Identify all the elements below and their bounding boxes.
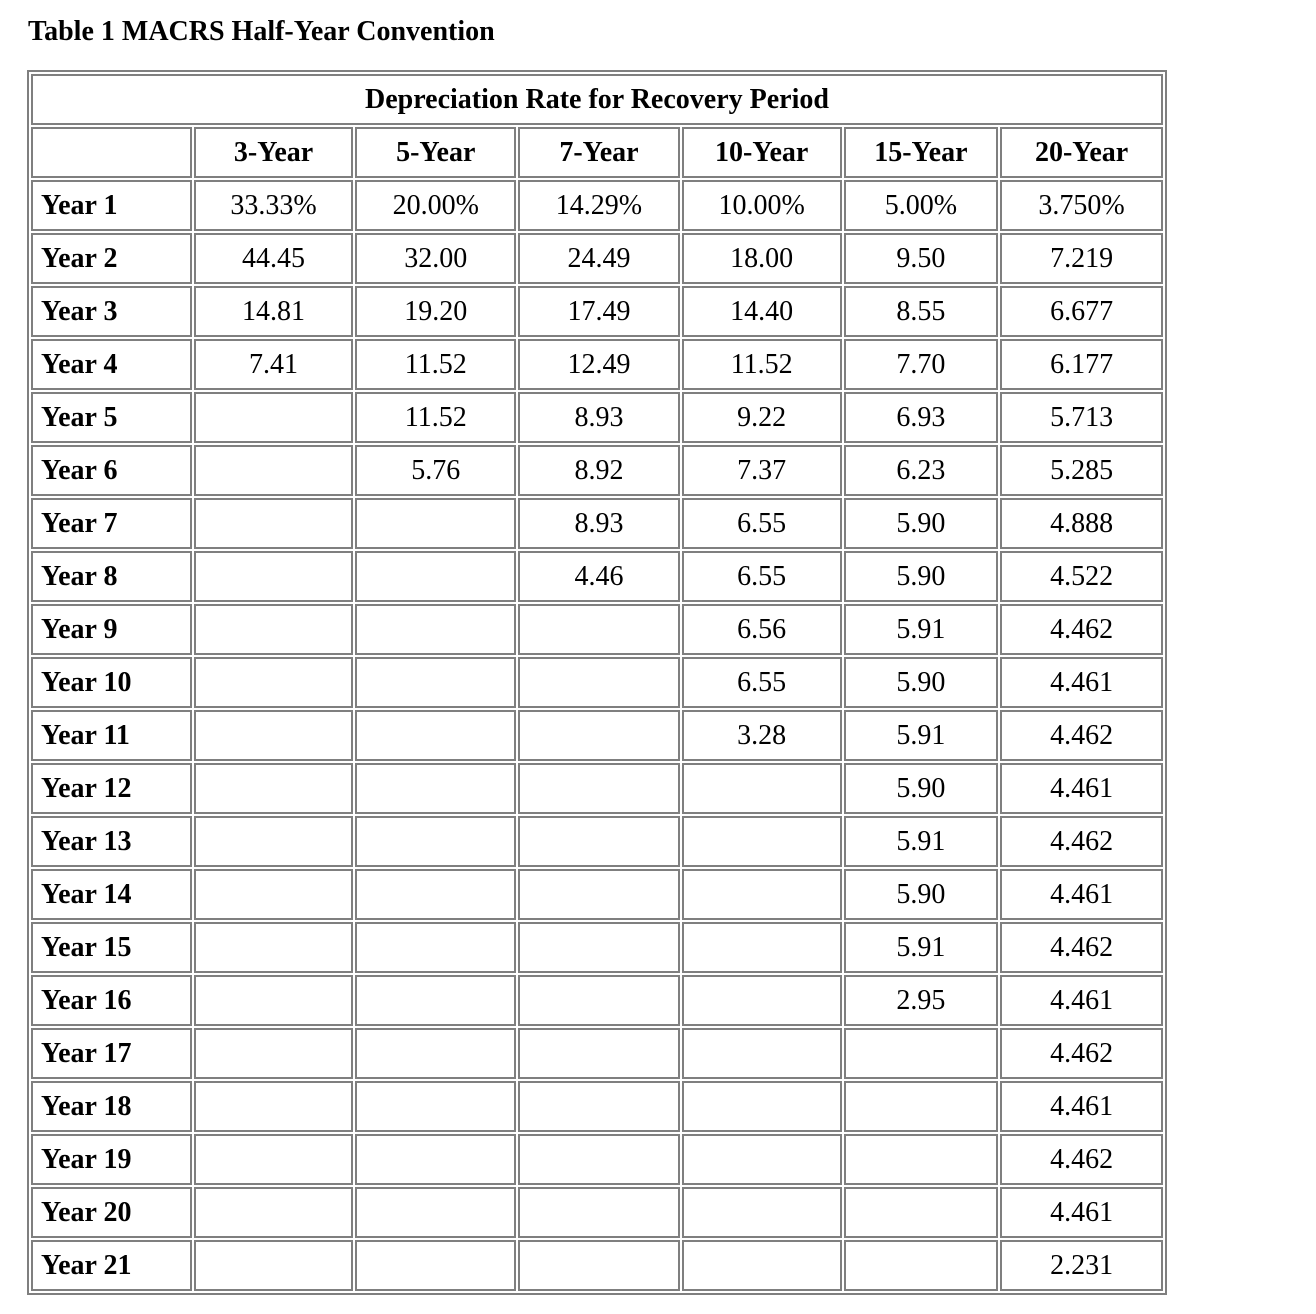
group-header: Depreciation Rate for Recovery Period (31, 74, 1163, 125)
rate-cell: 32.00 (355, 233, 516, 284)
rate-cell: 5.90 (844, 498, 999, 549)
rate-cell (518, 1240, 680, 1291)
rate-cell: 14.40 (682, 286, 842, 337)
rate-cell (682, 1081, 842, 1132)
rate-cell: 7.219 (1000, 233, 1163, 284)
table-row (31, 604, 1163, 655)
column-header-15-year: 15-Year (844, 127, 999, 178)
rate-cell (194, 498, 354, 549)
rate-cell: 5.76 (355, 445, 516, 496)
table-row (31, 657, 1163, 708)
row-label: Year 11 (31, 710, 192, 761)
rate-cell (355, 498, 516, 549)
rate-cell: 8.92 (518, 445, 680, 496)
rate-cell: 4.462 (1000, 816, 1163, 867)
rate-cell: 14.29% (518, 180, 680, 231)
rate-cell: 7.37 (682, 445, 842, 496)
table-row (31, 551, 1163, 602)
rate-cell (518, 869, 680, 920)
row-label: Year 8 (31, 551, 192, 602)
rate-cell: 4.462 (1000, 604, 1163, 655)
rate-cell (518, 604, 680, 655)
rate-cell (355, 922, 516, 973)
row-label: Year 14 (31, 869, 192, 920)
rate-cell (355, 1028, 516, 1079)
rate-cell: 5.91 (844, 816, 999, 867)
rate-cell: 6.56 (682, 604, 842, 655)
rate-cell (682, 869, 842, 920)
rate-cell: 5.90 (844, 869, 999, 920)
rate-cell: 4.461 (1000, 1081, 1163, 1132)
rate-cell: 6.677 (1000, 286, 1163, 337)
row-label: Year 5 (31, 392, 192, 443)
rate-cell (682, 763, 842, 814)
rate-cell (194, 604, 354, 655)
rate-cell (844, 1028, 999, 1079)
table-row (31, 922, 1163, 973)
rate-cell (518, 816, 680, 867)
rate-cell: 2.95 (844, 975, 999, 1026)
rate-cell: 12.49 (518, 339, 680, 390)
rate-cell: 17.49 (518, 286, 680, 337)
table-row (31, 180, 1163, 231)
rate-cell: 8.93 (518, 392, 680, 443)
rate-cell: 3.750% (1000, 180, 1163, 231)
rate-cell (355, 710, 516, 761)
table-caption: Table 1 MACRS Half-Year Convention (28, 16, 495, 47)
table-row (31, 233, 1163, 284)
rate-cell: 4.46 (518, 551, 680, 602)
row-label: Year 2 (31, 233, 192, 284)
rate-cell (194, 1028, 354, 1079)
table-row (31, 1134, 1163, 1185)
rate-cell (844, 1134, 999, 1185)
column-header-3-year: 3-Year (194, 127, 354, 178)
rate-cell: 6.55 (682, 551, 842, 602)
rate-cell (194, 1081, 354, 1132)
rate-cell: 4.461 (1000, 975, 1163, 1026)
row-label: Year 18 (31, 1081, 192, 1132)
rate-cell (355, 816, 516, 867)
rate-cell (194, 1240, 354, 1291)
table-row (31, 869, 1163, 920)
rate-cell (682, 975, 842, 1026)
rate-cell (355, 657, 516, 708)
rate-cell (518, 975, 680, 1026)
row-label: Year 17 (31, 1028, 192, 1079)
rate-cell (518, 1028, 680, 1079)
rate-cell: 18.00 (682, 233, 842, 284)
rate-cell: 5.90 (844, 551, 999, 602)
rate-cell: 5.00% (844, 180, 999, 231)
row-label: Year 12 (31, 763, 192, 814)
rate-cell (518, 1134, 680, 1185)
rate-cell: 6.177 (1000, 339, 1163, 390)
column-header-7-year: 7-Year (518, 127, 680, 178)
rate-cell (194, 1187, 354, 1238)
rate-cell: 4.888 (1000, 498, 1163, 549)
row-label: Year 21 (31, 1240, 192, 1291)
table-row (31, 816, 1163, 867)
rate-cell (682, 1187, 842, 1238)
rate-cell: 5.91 (844, 922, 999, 973)
row-label: Year 6 (31, 445, 192, 496)
rate-cell: 6.55 (682, 657, 842, 708)
rate-cell (355, 869, 516, 920)
table-row (31, 1187, 1163, 1238)
rate-cell: 44.45 (194, 233, 354, 284)
rate-cell: 11.52 (682, 339, 842, 390)
rate-cell (518, 710, 680, 761)
rate-cell: 6.93 (844, 392, 999, 443)
rate-cell: 20.00% (355, 180, 516, 231)
rate-cell: 8.93 (518, 498, 680, 549)
row-label: Year 13 (31, 816, 192, 867)
rate-cell: 9.22 (682, 392, 842, 443)
rate-cell (194, 551, 354, 602)
rate-cell: 6.23 (844, 445, 999, 496)
row-label: Year 20 (31, 1187, 192, 1238)
rate-cell (194, 869, 354, 920)
rate-cell: 14.81 (194, 286, 354, 337)
rate-cell (355, 975, 516, 1026)
rate-cell (518, 1187, 680, 1238)
rate-cell: 4.461 (1000, 869, 1163, 920)
corner-cell (31, 127, 192, 178)
rate-cell (518, 763, 680, 814)
rate-cell (682, 1028, 842, 1079)
rate-cell: 11.52 (355, 392, 516, 443)
rate-cell: 5.713 (1000, 392, 1163, 443)
rate-cell (194, 763, 354, 814)
rate-cell (844, 1081, 999, 1132)
rate-cell: 10.00% (682, 180, 842, 231)
rate-cell: 4.461 (1000, 763, 1163, 814)
rate-cell (844, 1187, 999, 1238)
rate-cell: 11.52 (355, 339, 516, 390)
table-row (31, 498, 1163, 549)
rate-cell (518, 657, 680, 708)
table-row (31, 1028, 1163, 1079)
macrs-depreciation-table (27, 70, 1167, 1295)
rate-cell: 2.231 (1000, 1240, 1163, 1291)
rate-cell (194, 922, 354, 973)
rate-cell: 4.462 (1000, 1028, 1163, 1079)
rate-cell (194, 816, 354, 867)
row-label: Year 16 (31, 975, 192, 1026)
rate-cell: 4.462 (1000, 710, 1163, 761)
rate-cell (355, 1081, 516, 1132)
column-header-5-year: 5-Year (355, 127, 516, 178)
rate-cell: 5.91 (844, 710, 999, 761)
rate-cell (355, 551, 516, 602)
rate-cell (194, 975, 354, 1026)
rate-cell: 5.91 (844, 604, 999, 655)
table-row (31, 445, 1163, 496)
rate-cell (355, 763, 516, 814)
table-row (31, 1081, 1163, 1132)
rate-cell (355, 604, 516, 655)
rate-cell: 9.50 (844, 233, 999, 284)
rate-cell (682, 922, 842, 973)
rate-cell: 33.33% (194, 180, 354, 231)
row-label: Year 10 (31, 657, 192, 708)
rate-cell (355, 1134, 516, 1185)
rate-cell (844, 1240, 999, 1291)
row-label: Year 7 (31, 498, 192, 549)
rate-cell: 7.41 (194, 339, 354, 390)
table-row (31, 710, 1163, 761)
rate-cell (194, 1134, 354, 1185)
rate-cell: 4.462 (1000, 1134, 1163, 1185)
row-label: Year 19 (31, 1134, 192, 1185)
row-label: Year 3 (31, 286, 192, 337)
table-row (31, 1240, 1163, 1291)
table-row (31, 975, 1163, 1026)
rate-cell (194, 445, 354, 496)
row-label: Year 9 (31, 604, 192, 655)
rate-cell (682, 1134, 842, 1185)
table-row (31, 286, 1163, 337)
row-label: Year 1 (31, 180, 192, 231)
rate-cell: 7.70 (844, 339, 999, 390)
rate-cell: 3.28 (682, 710, 842, 761)
rate-cell (682, 816, 842, 867)
column-header-row (31, 127, 1163, 178)
table-row (31, 392, 1163, 443)
rate-cell: 4.522 (1000, 551, 1163, 602)
rate-cell: 5.90 (844, 657, 999, 708)
rate-cell: 8.55 (844, 286, 999, 337)
rate-cell: 5.90 (844, 763, 999, 814)
row-label: Year 4 (31, 339, 192, 390)
rate-cell: 4.461 (1000, 1187, 1163, 1238)
rate-cell (682, 1240, 842, 1291)
rate-cell (194, 392, 354, 443)
rate-cell (355, 1240, 516, 1291)
column-header-10-year: 10-Year (682, 127, 842, 178)
rate-cell (194, 657, 354, 708)
rate-cell: 24.49 (518, 233, 680, 284)
rate-cell (194, 710, 354, 761)
rate-cell (355, 1187, 516, 1238)
rate-cell: 5.285 (1000, 445, 1163, 496)
table-body (31, 180, 1163, 1291)
rate-cell: 6.55 (682, 498, 842, 549)
table-row (31, 339, 1163, 390)
row-label: Year 15 (31, 922, 192, 973)
rate-cell (518, 1081, 680, 1132)
rate-cell: 4.462 (1000, 922, 1163, 973)
rate-cell (518, 922, 680, 973)
rate-cell: 19.20 (355, 286, 516, 337)
group-header-row (31, 74, 1163, 125)
column-header-20-year: 20-Year (1000, 127, 1163, 178)
rate-cell: 4.461 (1000, 657, 1163, 708)
table-row (31, 763, 1163, 814)
